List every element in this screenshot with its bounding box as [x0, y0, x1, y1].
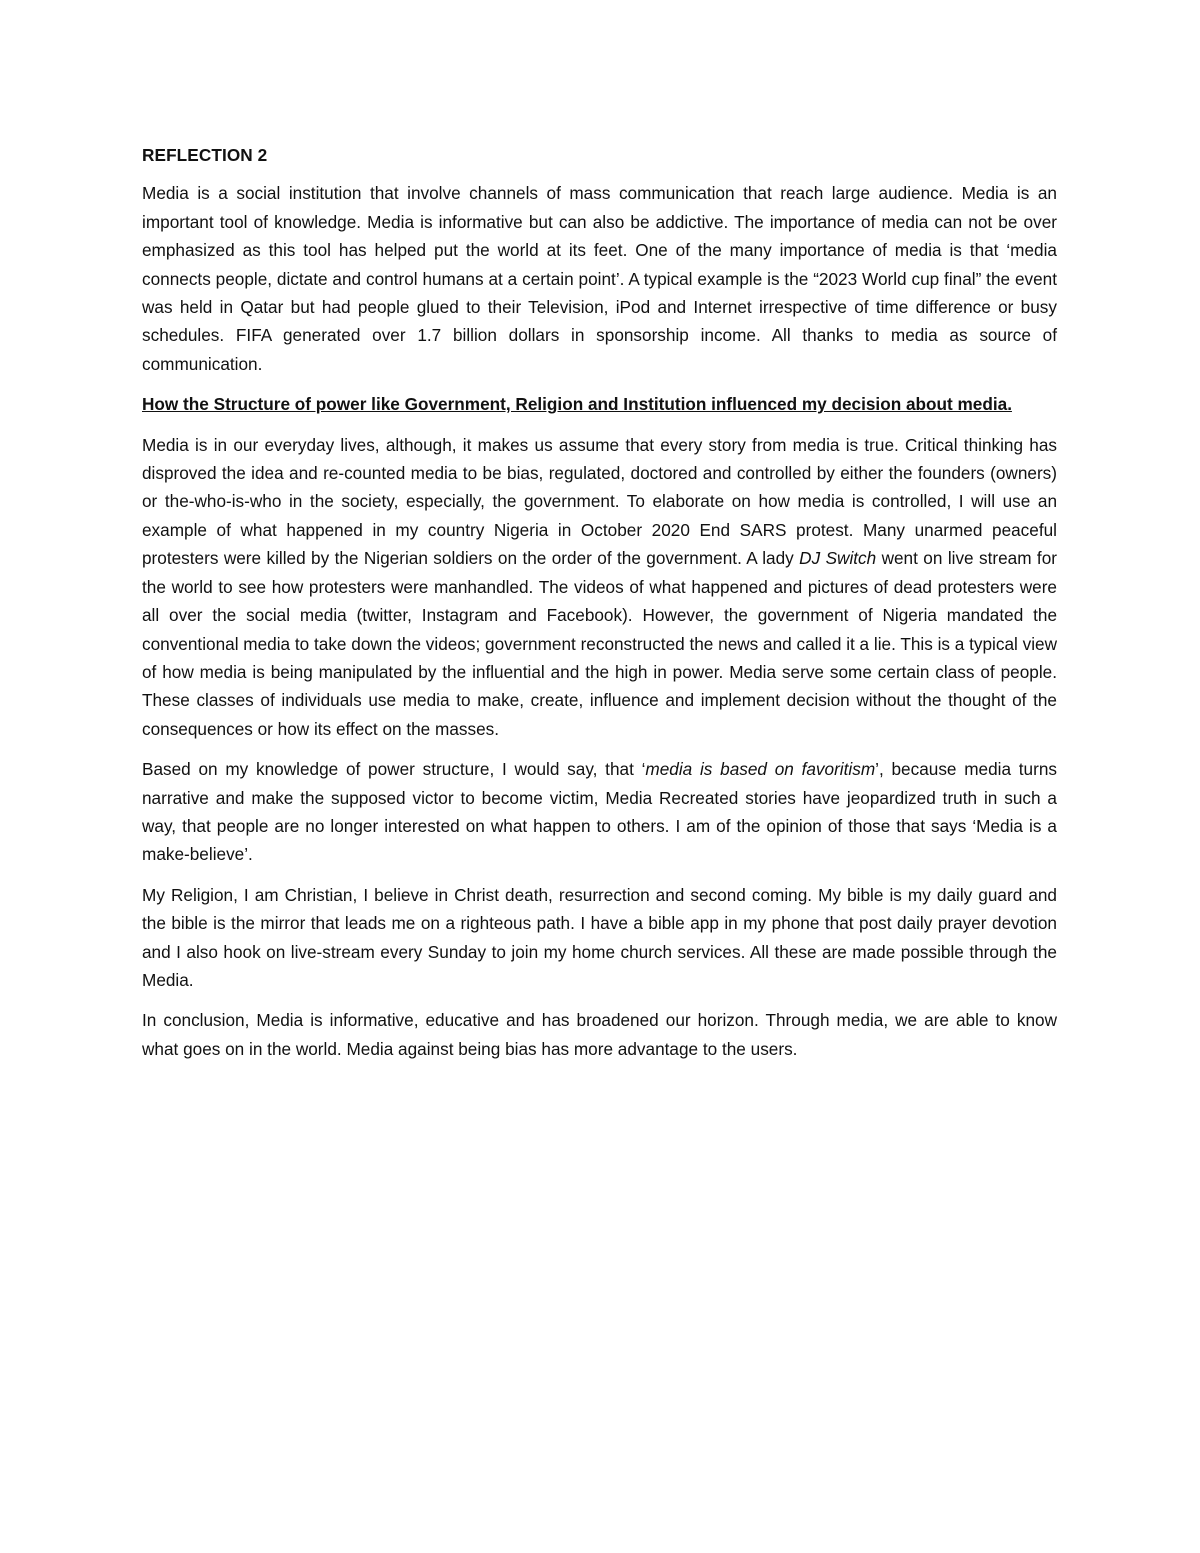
favoritism-quote: media is based on favoritism: [645, 759, 876, 780]
knowledge-text-after: ’, because media turns narrative and make the supposed victor to become victim, Media Recreated stories have jeopardized truth in such a way, that people are no longer interested on what happen to others. I am of the opinion of those that says ‘Media is a make-believe’.: [142, 759, 1057, 865]
conclusion-paragraph: In conclusion, Media is informative, educative and has broadened our horizon. Through media, we are able to know what goes on in the world. Media against being bias has more advantage to the users.: [142, 1010, 1057, 1059]
knowledge-text-before: Based on my knowledge of power structure, I would say, that ‘: [142, 759, 646, 780]
document-body: [142, 141, 1057, 1075]
intro-paragraph: Media is a social institution that involve channels of mass communication that reach large audience. Media is an important tool of knowledge. Media is informative but can also be addictive. The importance of media can not be over emphasized as this tool has helped put the world at its feet. One of the many importance of media is that ‘media connects people, dictate and control humans at a certain point’. A typical example is the “2023 World cup final” the event was held in Qatar but had people glued to their Television, iPod and Internet irrespective of time difference or busy schedules. FIFA generated over 1.7 billion dollars in sponsorship income. All thanks to media as source of communication.: [142, 183, 1057, 374]
religion-paragraph: My Religion, I am Christian, I believe in Christ death, resurrection and second coming. My bible is my daily guard and the bible is the mirror that leads me on a righteous path. I have a bible app in my phone that post daily prayer devotion and I also hook on live-stream every Sunday to join my home church services. All these are made possible through the Media.: [142, 884, 1057, 990]
section-heading: How the Structure of power like Government, Religion and Institution influenced my decision about media.: [142, 394, 1012, 415]
dj-switch-name: DJ Switch: [799, 548, 877, 569]
document-title: REFLECTION 2: [142, 145, 268, 165]
power-structure-paragraph: [142, 431, 1057, 743]
knowledge-paragraph: [142, 755, 1057, 869]
power-text-before: Media is in our everyday lives, although, it makes us assume that every story from media is true. Critical thinking has disproved the idea and re-counted media to be bias, regulated, doctored and controlled by either the founders (owners) or the-who-is-who in the society, especially, the government. To elaborate on how media is controlled, I will use an example of what happened in my country Nigeria in October 2020 End SARS protest. Many unarmed peaceful protesters were killed by the Nigerian soldiers on the order of the government. A lady: [142, 434, 1057, 569]
power-text-after: went on live stream for the world to see how protesters were manhandled. The videos of what happened and pictures of dead protesters were all over the social media (twitter, Instagram and Facebook). However, the government of Nigeria mandated the conventional media to take down the videos; government reconstructed the news and called it a lie. This is a typical view of how media is being manipulated by the influential and the high in power. Media serve some certain class of people. These classes of individuals use media to make, create, influence and implement decision without the thought of the consequences or how its effect on the masses.: [142, 548, 1057, 739]
